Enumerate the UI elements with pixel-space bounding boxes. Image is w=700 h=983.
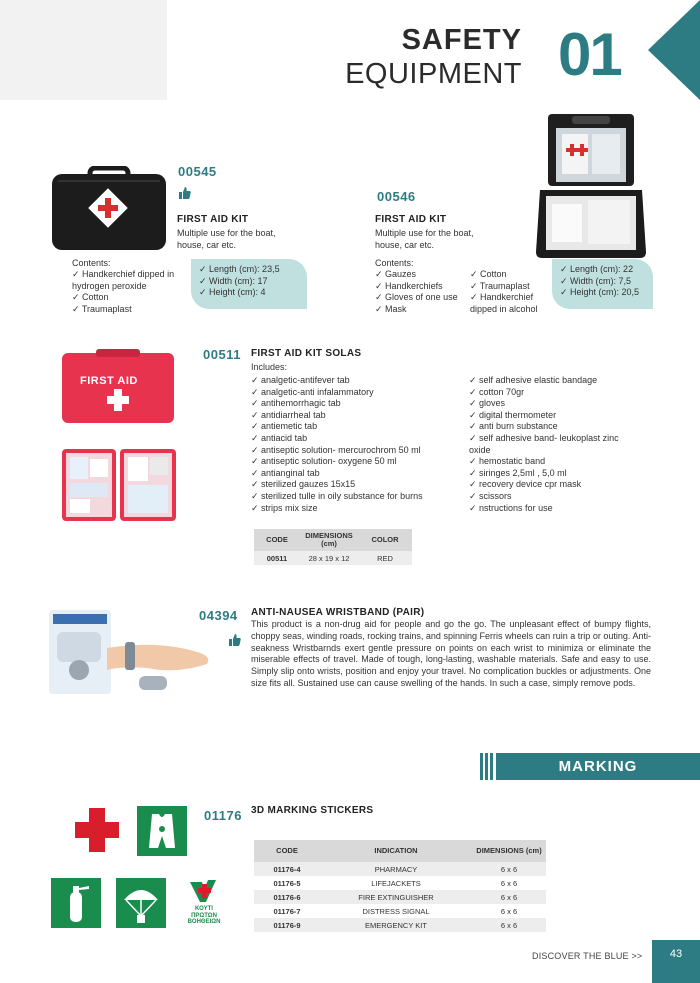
first-aid-case-red-open-image [62,447,176,522]
list-item: ✓ antiemetic tab [251,421,318,432]
table-cell: LIFEJACKETS [320,876,472,890]
table-cell: 28 x 19 x 12 [300,551,358,565]
table-cell: DISTRESS SIGNAL [320,904,472,918]
sticker-text-line: ΒΟΗΘΕΙΩΝ [187,919,221,925]
spec-line: ✓ Width (cm): 17 [199,275,268,286]
product-desc-00545 [177,228,276,251]
table-cell: 6 x 6 [472,862,546,876]
spec-table-01176 [254,840,546,932]
chapter-number: 01 [558,21,621,88]
list-item: ✓ antihemorrhagic tab [251,398,341,409]
spec-line: ✓ Width (cm): 7,5 [560,275,632,286]
list-item: ✓ Mask [375,303,407,314]
table-cell: RED [358,551,412,565]
table-cell: 6 x 6 [472,918,546,932]
list-item: ✓ Gloves of one use [375,292,458,303]
product-code-00511: 00511 [203,347,241,362]
includes-list-col1 [251,375,423,514]
table-cell: 01176-4 [254,862,320,876]
emergency-kit-sticker-text [180,906,228,926]
chevron-arrow-icon [648,0,700,100]
banner-stripe [485,753,488,780]
list-item: ✓ digital thermometer [469,409,557,420]
thumbs-up-icon [229,634,241,646]
spec-line: ✓ Length (cm): 22 [560,264,634,274]
first-aid-case-red-image [60,349,176,425]
table-header: CODE [254,529,300,551]
first-aid-case-black-image [50,166,168,253]
table-header: DIMENSIONS (cm) [300,529,358,551]
table-header: COLOR [358,529,412,551]
product-title-00511: FIRST AID KIT SOLAS [251,348,362,359]
table-row [254,551,412,565]
list-item: ✓ antidiarrheal tab [251,409,326,420]
product-code-00545: 00545 [178,164,217,179]
first-aid-case-open-image [536,112,646,258]
list-item: ✓ hemostatic band [469,456,546,467]
product-title-00545: FIRST AID KIT [177,214,249,225]
contents-list-00545 [72,269,174,315]
table-row [254,918,546,932]
spec-line: ✓ Height (cm): 20,5 [560,287,640,297]
list-item: ✓ sterilized tulle in oily substance for burns [251,490,423,501]
list-item: ✓ self adhesive elastic bandage [469,375,598,385]
table-cell: PHARMACY [320,862,472,876]
list-item: dipped in alcohol [470,303,538,314]
table-cell: 01176-5 [254,876,320,890]
sticker-text-line: ΚΟΥΤΙ [195,906,213,912]
table-cell: FIRE EXTINGUISHER [320,890,472,904]
contents-label-00546: Contents: [375,258,414,268]
product-title-04394: ANTI-NAUSEA WRISTBAND (PAIR) [251,607,425,618]
sticker-text-line: ΠΡΩΤΩΝ [191,912,217,919]
list-item: hydrogen peroxide [72,280,147,291]
marking-banner [480,753,700,780]
table-header: DIMENSIONS (cm) [472,840,546,862]
desc-line: house, car etc. [177,239,237,250]
includes-label: Includes: [251,362,288,372]
thumbs-up-icon [179,187,191,199]
emergency-kit-sticker [180,878,228,908]
banner-stripe [490,753,493,780]
pharmacy-cross-sticker [73,806,121,854]
contents-label-00545: Contents: [72,258,111,268]
specs-box-00545 [191,259,307,309]
contents-list-col2-00546 [470,269,538,315]
table-cell: 01176-6 [254,890,320,904]
list-item: ✓ Gauzes [375,269,417,279]
footer-tagline-link[interactable]: DISCOVER THE BLUE >> [532,951,643,961]
desc-line: house, car etc. [375,239,435,250]
specs-box-00546 [552,259,653,309]
list-item: ✓ self adhesive band- leukoplast zinc [469,432,619,443]
list-item: ✓ scissors [469,490,512,501]
marking-banner-title: MARKING [496,753,700,780]
list-item: ✓ antiacid tab [251,432,308,443]
list-item: ✓ analgetic-antifever tab [251,375,350,385]
distress-signal-sticker [116,878,166,928]
section-title-light: EQUIPMENT [345,58,522,90]
table-cell: 01176-9 [254,918,320,932]
table-cell: 00511 [254,551,300,565]
list-item: ✓ nstructions for use [469,502,553,513]
list-item: ✓ Handkerchief dipped in [72,269,175,279]
spec-table-00511 [254,529,412,565]
includes-list-col2 [469,375,619,514]
list-item: ✓ Traumaplast [470,280,530,291]
list-item: ✓ siringes 2,5ml , 5,0 ml [469,467,567,478]
header-corner-block [0,0,167,100]
product-code-01176: 01176 [204,808,242,823]
list-item: ✓ Cotton [72,292,109,303]
table-cell: 6 x 6 [472,890,546,904]
list-item: ✓ recovery device cpr mask [469,479,582,490]
list-item: oxide [469,444,491,455]
list-item: ✓ Handkerchief [470,292,534,303]
table-cell: 6 x 6 [472,876,546,890]
table-header: INDICATION [320,840,472,862]
list-item: ✓ sterilized gauzes 15x15 [251,479,356,490]
table-cell: 6 x 6 [472,904,546,918]
list-item: ✓ Traumaplast [72,303,132,314]
list-item: ✓ Cotton [470,269,507,279]
table-row [254,862,546,876]
banner-stripe [480,753,483,780]
product-desc-04394: This product is a non-drug aid for people and go the go. The unpleasant effect of bumpy flights, choppy seas, winding roads, rocking trains, and spinning Ferris wheels can ruin a trip or outing. Anti-seakness Wristbarnds exert gentle pressure on points on each wrist to minimiza or eliminate the miserable effects of travel. Made of tough, long-lasting, washable materials. Safe and easy to use. Simply slip onto wrists, position and enjoy your travel. No complication buckles or adjustments. One size fits all. Sustained use can cause swelling of the hands. In such a case, simply remove pods. [251,619,651,688]
list-item: ✓ gloves [469,398,506,409]
spec-line: ✓ Length (cm): 23,5 [199,264,280,274]
product-code-04394: 04394 [199,608,238,623]
list-item: ✓ strips mix size [251,502,318,513]
product-desc-00546 [375,228,474,251]
table-cell: EMERGENCY KIT [320,918,472,932]
list-item: ✓ antiseptic solution- oxygene 50 ml [251,456,397,467]
list-item: ✓ anti burn substance [469,421,558,432]
table-cell: 01176-7 [254,904,320,918]
fire-extinguisher-sticker [51,878,101,928]
list-item: ✓ Handkerchiefs [375,280,443,291]
list-item: ✓ antiseptic solution- mercurochrom 50 ml [251,444,421,455]
list-item: ✓ antianginal tab [251,467,320,478]
table-header: CODE [254,840,320,862]
contents-list-col1-00546 [375,269,458,315]
product-title-00546: FIRST AID KIT [375,214,447,225]
page-number: 43 [652,940,700,983]
wristband-product-image [47,608,217,696]
desc-line: Multiple use for the boat, [375,228,474,238]
list-item: ✓ analgetic-anti infalammatory [251,386,374,397]
section-title-bold: SAFETY [401,24,522,56]
product-title-01176: 3D MARKING STICKERS [251,805,374,816]
kit-label-text: FIRST AID [80,375,138,387]
lifejacket-sticker [137,806,187,856]
spec-line: ✓ Height (cm): 4 [199,287,266,297]
table-row [254,890,546,904]
table-row [254,876,546,890]
table-row [254,904,546,918]
list-item: ✓ cotton 70gr [469,386,525,397]
product-code-00546: 00546 [377,189,416,204]
desc-line: Multiple use for the boat, [177,228,276,238]
